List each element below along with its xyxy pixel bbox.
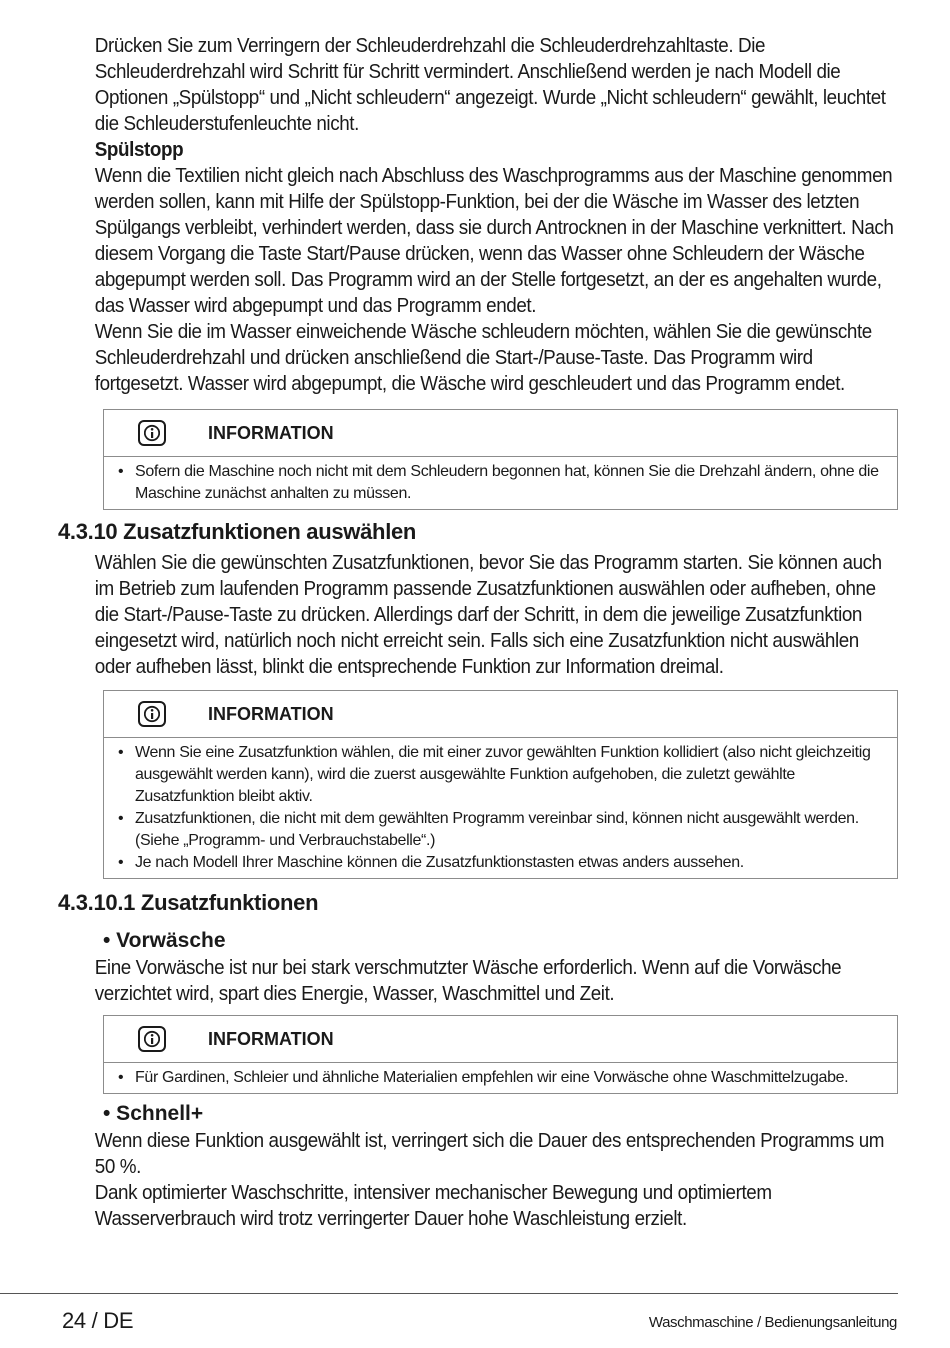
info-icon <box>138 420 166 446</box>
spuelstopp-heading: Spülstopp <box>94 138 184 161</box>
section-title-4-3-10-1: 4.3.10.1 Zusatzfunktionen <box>58 890 319 915</box>
information-label: INFORMATION <box>208 1028 334 1049</box>
section-title-4-3-10: 4.3.10 Zusatzfunktionen auswählen <box>58 519 417 544</box>
information-item: • Für Gardinen, Schleier und ähnliche Materialien empfehlen wir eine Vorwäsche ohne Waschmittelzugabe. <box>104 1067 897 1089</box>
information-list <box>104 1063 897 1093</box>
information-box-3 <box>103 1015 898 1094</box>
vorwaesche-heading: • Vorwäsche <box>103 929 226 952</box>
document-title: Waschmaschine / Bedienungsanleitung <box>648 1314 897 1331</box>
information-list <box>104 738 897 878</box>
info-icon <box>138 1026 166 1052</box>
information-item: • Je nach Modell Ihrer Maschine können die Zusatzfunktionstasten etwas anders aussehen. <box>104 852 897 874</box>
information-label: INFORMATION <box>208 422 334 443</box>
intro-paragraph: Drücken Sie zum Verringern der Schleuderdrehzahl die Schleuderdrehzahltaste. Die Schleuderdrehzahl wird Schritt für Schritt vermindert. Anschließend werden je nach Modell die Optionen „Spülstopp“ und „Nicht schleudern“ angezeigt. Wurde „Nicht schleudern“ gewählt, leuchtet die Schleuderstufenleuchte nicht. <box>94 34 886 135</box>
schnell-paragraph-1: Wenn diese Funktion ausgewählt ist, verringert sich die Dauer des entsprechenden Programms um 50 %. <box>94 1129 885 1178</box>
information-box-1 <box>103 409 898 510</box>
information-item: • Wenn Sie eine Zusatzfunktion wählen, die mit einer zuvor gewählten Funktion kollidiert (also nicht gleichzeitig ausgewählt werden kann), wird die zuerst ausgewählte Funktion aufgehoben, die zuletzt gewählte Zusatzfunktion bleibt aktiv. <box>104 742 897 808</box>
schnell-heading: • Schnell+ <box>103 1102 204 1125</box>
information-box-2 <box>103 690 898 879</box>
information-header <box>104 1016 897 1063</box>
vorwaesche-paragraph: Eine Vorwäsche ist nur bei stark verschmutzter Wäsche erforderlich. Wenn auf die Vorwäsche verzichtet wird, spart dies Energie, Wasser, Waschmittel und Zeit. <box>94 956 842 1005</box>
info-icon <box>138 701 166 727</box>
schnell-paragraph-2: Dank optimierter Waschschritte, intensiver mechanischer Bewegung und optimiertem Wasserverbrauch wird trotz verringerter Dauer hohe Waschleistung erzielt. <box>94 1181 772 1230</box>
information-list <box>104 457 897 509</box>
page-number: 24 / DE <box>62 1308 134 1333</box>
information-header <box>104 410 897 457</box>
information-label: INFORMATION <box>208 703 334 724</box>
footer-divider <box>0 1293 898 1294</box>
section-4-3-10-paragraph: Wählen Sie die gewünschten Zusatzfunktionen, bevor Sie das Programm starten. Sie können auch im Betrieb zum laufenden Programm passende Zusatzfunktionen auswählen oder aufheben, ohne die Start-/Pause-Taste zu drücken. Allerdings darf der Schritt, in dem die jeweilige Zusatzfunktion eingesetzt wird, natürlich noch nicht erreicht sein. Falls sich eine Zusatzfunktion nicht auswählen oder aufheben lässt, blinkt die entsprechende Funktion zur Information dreimal. <box>94 551 882 678</box>
spuelstopp-paragraph-1: Wenn die Textilien nicht gleich nach Abschluss des Waschprogramms aus der Maschine genommen werden sollen, kann mit Hilfe der Spülstopp-Funktion, bei der die Wäsche im Wasser des letzten Spülgangs verbleibt, verhindert werden, dass sie durch Antrocknen in der Maschine verknittert. Nach diesem Vorgang die Taste Start/Pause drücken, wenn das Wasser ohne Schleudern der Wäsche abgepumpt werden soll. Das Programm wird an der Stelle fortgesetzt, an der es angehalten wurde, das Wasser wird abgepumpt und das Programm endet. <box>94 164 894 317</box>
information-item: • Zusatzfunktionen, die nicht mit dem gewählten Programm vereinbar sind, können nicht ausgewählt werden. (Siehe „Programm- und Verbrauchstabelle“.) <box>104 808 897 852</box>
page-content <box>0 33 950 1232</box>
spuelstopp-paragraph-2: Wenn Sie die im Wasser einweichende Wäsche schleudern möchten, wählen Sie die gewünschte Schleuderdrehzahl und drücken anschließend die Start-/Pause-Taste. Das Programm wird fortgesetzt. Wasser wird abgepumpt, die Wäsche wird geschleudert und das Programm endet. <box>94 320 872 395</box>
information-item: • Sofern die Maschine noch nicht mit dem Schleudern begonnen hat, können Sie die Drehzahl ändern, ohne die Maschine zunächst anhalten zu müssen. <box>104 461 897 505</box>
information-header <box>104 691 897 738</box>
